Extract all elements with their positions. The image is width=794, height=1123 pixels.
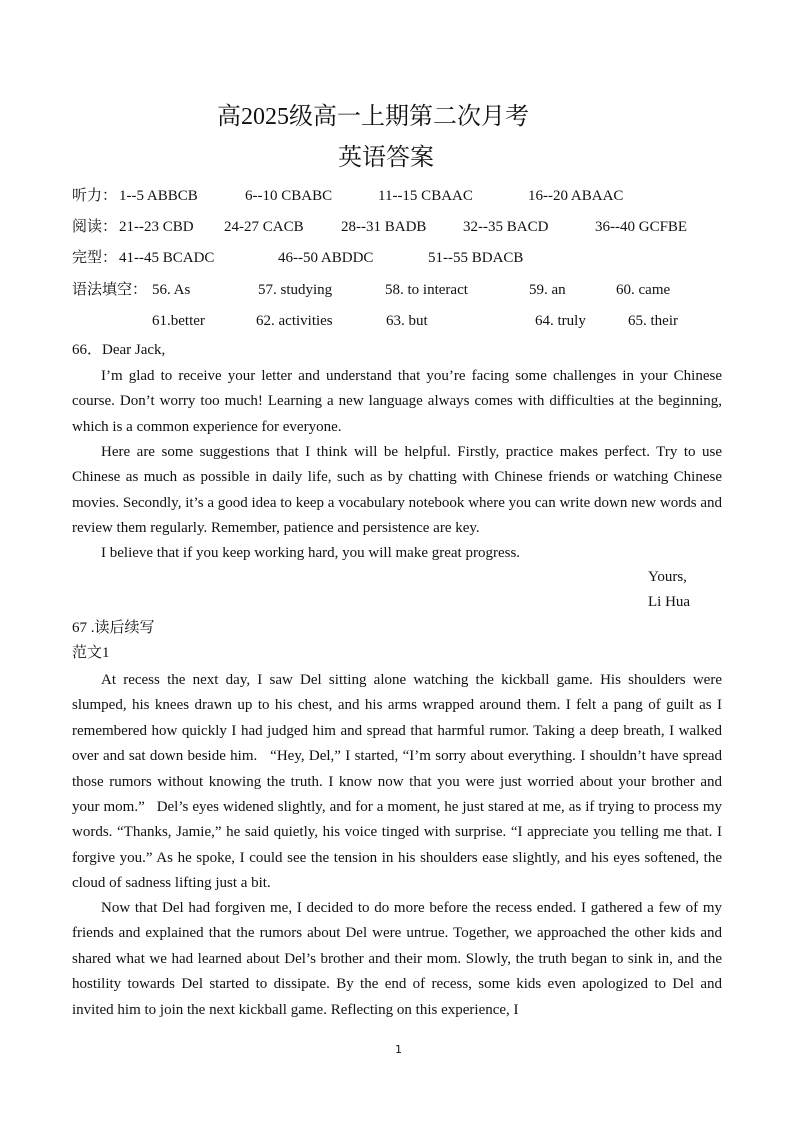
answer-item: 63. but	[386, 313, 428, 329]
section-label-cloze: 完型：	[72, 250, 118, 266]
answer-group: 32--35 BACD	[463, 219, 549, 235]
answer-group: 28--31 BADB	[341, 219, 427, 235]
document-subtitle: 英语答案	[338, 145, 434, 171]
letter-signature: Li Hua	[648, 594, 691, 610]
answer-item: 61.better	[152, 313, 205, 329]
page-number: 1	[395, 1043, 402, 1056]
answer-item: 58. to interact	[385, 282, 468, 298]
answer-group: 51--55 BDACB	[428, 250, 524, 266]
answer-item: 56. As	[152, 282, 191, 298]
letter-heading: 66．Dear Jack,	[72, 342, 166, 358]
answer-group: 6--10 CBABC	[245, 188, 333, 204]
answer-group: 36--40 GCFBE	[595, 219, 688, 235]
answer-group: 41--45 BCADC	[119, 250, 215, 266]
answer-group: 24-27 CACB	[224, 219, 304, 235]
letter-paragraph	[72, 541, 722, 566]
continuation-paragraph-text: Now that Del had forgiven me, I decided to do more before the recess ended. I gathered a few of my friends and explained that the rumors about Del were untrue. Together, we approached the other kids and shared what we had learned about Del’s brother and their mom. Slowly, the truth began to sink in, and the hostility towards Del started to dissipate. By the end of recess, some kids even apologized to Del and invited him to join the next kickball game. Reflecting on this experience, I	[72, 900, 722, 1018]
continuation-paragraph	[72, 668, 722, 897]
section-label-reading: 阅读：	[72, 219, 118, 235]
answer-item: 64. truly	[535, 313, 586, 329]
continuation-paragraph	[72, 896, 722, 1023]
letter-paragraph-text: I believe that if you keep working hard, you will make great progress.	[101, 545, 521, 561]
letter-paragraph-text: I’m glad to receive your letter and understand that you’re facing some challenges in your Chinese course. Don’t worry too much! Learning a new language always comes with difficulties at the beginning, which is a common experience for everyone.	[72, 368, 722, 435]
letter-closing: Yours,	[648, 569, 687, 585]
letter-paragraph-text: Here are some suggestions that I think will be helpful. Firstly, practice makes perfect. Try to use Chinese as much as possible in daily life, such as by chatting with Chinese friends or watching Chinese movies. Secondly, it’s a good idea to keep a vocabulary notebook where you can write down new words and review them regularly. Remember, patience and persistence are key.	[72, 444, 722, 537]
answer-group: 46--50 ABDDC	[278, 250, 374, 266]
answer-group: 1--5 ABBCB	[119, 188, 198, 204]
answer-item: 65. their	[628, 313, 678, 329]
continuation-paragraph-text: At recess the next day, I saw Del sitting alone watching the kickball game. His shoulders were slumped, his knees drawn up to his chest, and his arms wrapped around them. I felt a pang of guilt as I remembered how quickly I had judged him and spread that harmful rumor. Taking a deep breath, I walked over and sat down beside him. “Hey, Del,” I started, “I’m sorry about everything. I shouldn’t have spread those rumors without knowing the truth. I know now that you were just worried about your brother and your mom.” Del’s eyes widened slightly, and for a moment, he just stared at me, as if trying to process my words. “Thanks, Jamie,” he said quietly, his voice tinged with surprise. “I appreciate you telling me that. I forgive you.” As he spoke, I could see the tension in his shoulders ease slightly, and his eyes softened, the cloud of sadness lifting just a bit.	[72, 672, 722, 892]
answer-item: 60. came	[616, 282, 671, 298]
continuation-heading: 67 .读后续写	[72, 620, 155, 636]
section-label-grammar: 语法填空：	[72, 282, 148, 298]
letter-paragraph	[72, 364, 722, 440]
letter-paragraph	[72, 440, 722, 542]
sample-label: 范文1	[72, 645, 110, 661]
answer-item: 62. activities	[256, 313, 333, 329]
answer-item: 57. studying	[258, 282, 333, 298]
answer-item: 59. an	[529, 282, 566, 298]
document-title: 高2025级高一上期第二次月考	[217, 104, 529, 130]
answer-group: 16--20 ABAAC	[528, 188, 624, 204]
answer-group: 21--23 CBD	[119, 219, 194, 235]
answer-group: 11--15 CBAAC	[378, 188, 473, 204]
section-label-listening: 听力：	[72, 188, 118, 204]
